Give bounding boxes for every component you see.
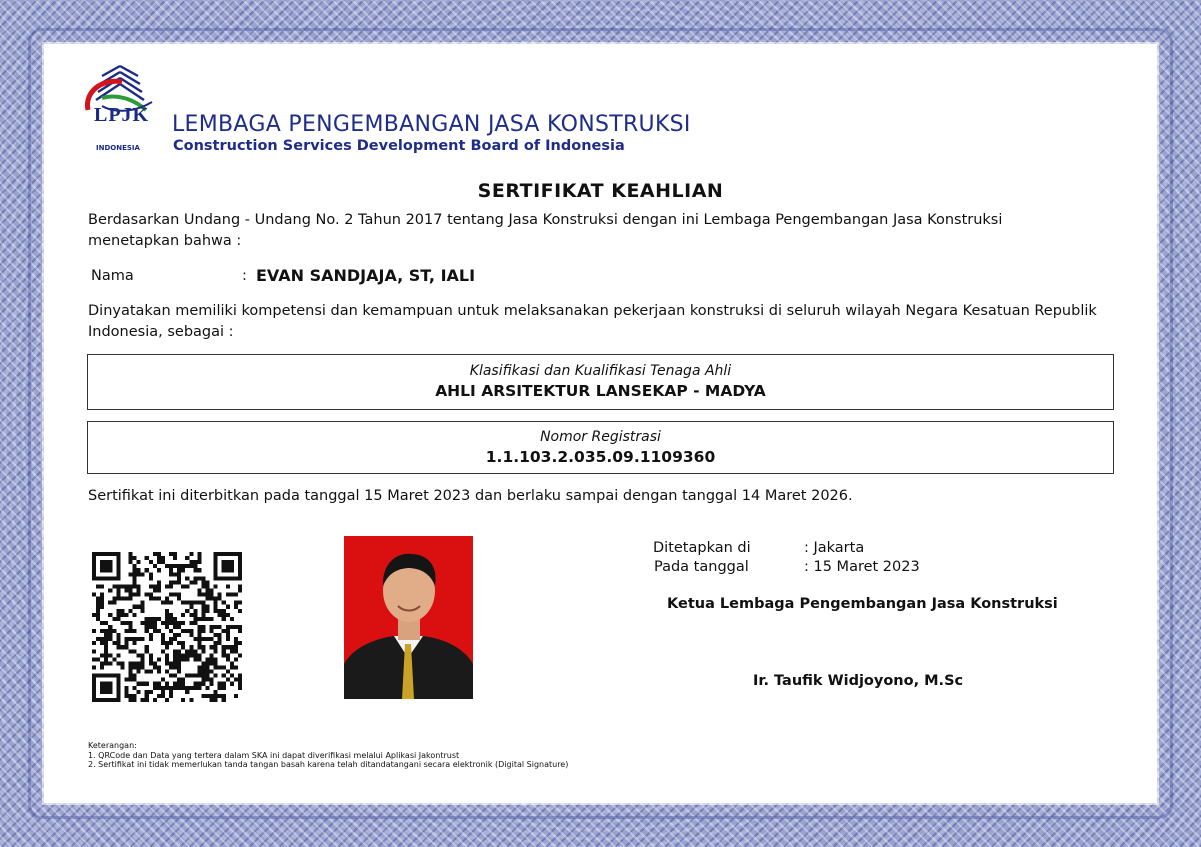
organization-name: LEMBAGA PENGEMBANGAN JASA KONSTRUKSI: [172, 112, 691, 137]
logo-subtext: INDONESIA: [96, 144, 140, 152]
signer-position: Ketua Lembaga Pengembangan Jasa Konstruksi: [667, 596, 1058, 612]
logo-text: LPJK: [94, 104, 150, 126]
holder-name: EVAN SANDJAJA, ST, IALI: [256, 266, 476, 285]
name-label: Nama: [91, 268, 134, 284]
footnotes: [88, 741, 568, 770]
holder-photo: [344, 536, 473, 699]
certificate-paper: [44, 44, 1157, 803]
footnote-heading: Keterangan:: [88, 741, 137, 750]
place-label: Ditetapkan di: [653, 540, 751, 556]
certificate-title: SERTIFIKAT KEAHLIAN: [477, 180, 724, 202]
person-photo-icon: [344, 536, 473, 699]
place-value: : Jakarta: [804, 540, 865, 556]
date-value: : 15 Maret 2023: [804, 559, 920, 575]
classification-value: AHLI ARSITEKTUR LANSEKAP - MADYA: [435, 382, 766, 400]
intro-paragraph: Berdasarkan Undang - Undang No. 2 Tahun 2017 tentang Jasa Konstruksi dengan ini Lembaga Pengembangan Jasa Konstruksi menetapkan bahwa :: [88, 212, 1003, 249]
name-colon: :: [242, 268, 247, 284]
registration-number: 1.1.103.2.035.09.1109360: [485, 448, 716, 466]
registration-caption: Nomor Registrasi: [540, 429, 661, 445]
classification-box: [87, 354, 1114, 410]
organization-name-english: Construction Services Development Board of Indonesia: [173, 138, 625, 154]
date-label: Pada tanggal: [654, 559, 749, 575]
footnote-item: 1. QRCode dan Data yang tertera dalam SKA ini dapat diverifikasi melalui Aplikasi Jakontrust: [88, 750, 460, 760]
registration-box: [87, 421, 1114, 474]
signer-name: Ir. Taufik Widjoyono, M.Sc: [753, 673, 964, 689]
validity-paragraph: Sertifikat ini diterbitkan pada tanggal 15 Maret 2023 dan berlaku sampai dengan tanggal 14 Maret 2026.: [88, 488, 853, 504]
qr-code-icon[interactable]: [92, 552, 242, 702]
footnote-item: 2. Sertifikat ini tidak memerlukan tanda tangan basah karena telah ditandatangani secara elektronik (Digital Signature): [88, 760, 569, 769]
statement-paragraph: Dinyatakan memiliki kompetensi dan kemampuan untuk melaksanakan pekerjaan konstruksi di seluruh wilayah Negara Kesatuan Republik Indonesia, sebagai :: [88, 303, 1097, 340]
classification-caption: Klasifikasi dan Kualifikasi Tenaga Ahli: [469, 363, 732, 379]
